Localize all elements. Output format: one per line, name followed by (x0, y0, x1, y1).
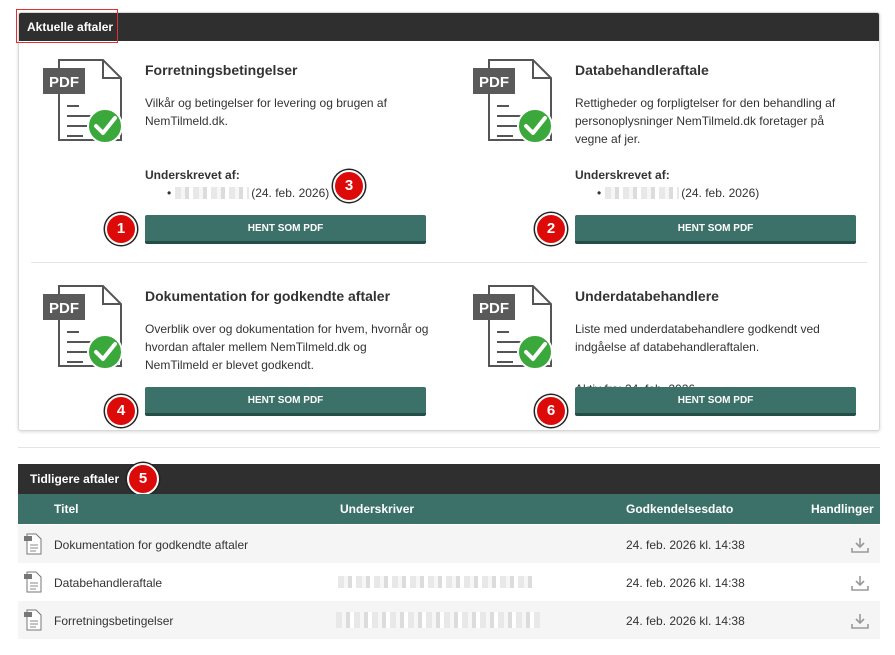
annotation-badge-1: 1 (105, 213, 137, 245)
card-title: Databehandleraftale (575, 62, 709, 78)
card-title: Forretningsbetingelser (145, 62, 298, 78)
signed-date: (24. feb. 2026) (681, 186, 760, 200)
card-underdatabehandlere (449, 284, 869, 484)
card-description: Rettigheder og forpligtelser for den behandling af personoplysninger NemTilmeld.dk foretager på vegne af jer. (575, 96, 836, 146)
current-agreements-header (19, 13, 879, 41)
download-icon[interactable] (851, 536, 869, 554)
row-title: Dokumentation for godkendte aftaler (54, 538, 249, 552)
row-date: 24. feb. 2026 kl. 14:38 (626, 538, 745, 552)
redacted-signer (175, 187, 249, 199)
annotation-badge-4: 4 (105, 395, 137, 427)
annotation-badge-2: 2 (535, 213, 567, 245)
table-header (18, 494, 880, 524)
bullet: • (597, 186, 602, 200)
document-icon (24, 609, 42, 631)
row-title: Databehandleraftale (54, 576, 163, 590)
download-pdf-button[interactable]: HENT SOM PDF (145, 215, 426, 244)
table-row (18, 563, 880, 601)
column-header-actions: Handlinger (811, 502, 874, 516)
download-icon[interactable] (851, 612, 869, 630)
signer-entry (597, 186, 759, 200)
redacted-signer (338, 576, 536, 588)
card-divider (31, 262, 867, 263)
column-header-date: Godkendelsesdato (626, 502, 734, 516)
column-header-title: Titel (54, 502, 79, 516)
signed-by-label: Underskrevet af: (145, 168, 240, 182)
bullet: • (167, 186, 172, 200)
annotation-badge-5: 5 (127, 463, 159, 495)
svg-text:PDF: PDF (479, 74, 509, 91)
card-databehandleraftale (449, 58, 869, 258)
card-forretningsbetingelser (19, 58, 439, 258)
card-description: Overblik over og dokumentation for hvem, hvornår og hvordan aftaler mellem NemTilmeld.dk og NemTilmeld er blevet godkendt. (145, 322, 429, 372)
signer-entry (167, 186, 329, 200)
svg-text:PDF: PDF (479, 300, 509, 317)
annotation-badge-6: 6 (535, 395, 567, 427)
card-dokumentation (19, 284, 439, 484)
card-description: Liste med underdatabehandlere godkendt ved indgåelse af databehandleraftalen. (575, 322, 820, 354)
annotation-badge-3: 3 (333, 170, 365, 202)
document-icon (24, 571, 42, 593)
section-divider (18, 447, 880, 448)
column-header-signer: Underskriver (340, 502, 415, 516)
pdf-document-icon (43, 284, 123, 370)
pdf-document-icon (473, 58, 553, 144)
pdf-document-icon (43, 58, 123, 144)
document-icon (24, 533, 42, 555)
row-date: 24. feb. 2026 kl. 14:38 (626, 576, 745, 590)
svg-text:PDF: PDF (49, 300, 79, 317)
pdf-document-icon (473, 284, 553, 370)
svg-text:PDF: PDF (49, 74, 79, 91)
current-agreements-title: Aktuelle aftaler (27, 20, 114, 34)
card-title: Underdatabehandlere (575, 288, 719, 304)
download-pdf-button[interactable]: HENT SOM PDF (575, 215, 856, 244)
previous-agreements-title: Tidligere aftaler (30, 472, 120, 486)
row-date: 24. feb. 2026 kl. 14:38 (626, 614, 745, 628)
highlight-box (16, 9, 118, 43)
download-pdf-button[interactable]: HENT SOM PDF (575, 387, 856, 416)
card-title: Dokumentation for godkendte aftaler (145, 288, 391, 304)
table-row (18, 601, 880, 639)
redacted-signer (336, 612, 540, 628)
download-pdf-button[interactable]: HENT SOM PDF (145, 387, 426, 416)
redacted-signer (605, 187, 679, 199)
row-title: Forretningsbetingelser (54, 614, 174, 628)
current-agreements-panel (18, 12, 880, 431)
download-icon[interactable] (851, 574, 869, 592)
card-description: Vilkår og betingelser for levering og brugen af NemTilmeld.dk. (145, 96, 387, 128)
signed-date: (24. feb. 2026) (251, 186, 330, 200)
signed-by-label: Underskrevet af: (575, 168, 670, 182)
table-row (18, 525, 880, 563)
